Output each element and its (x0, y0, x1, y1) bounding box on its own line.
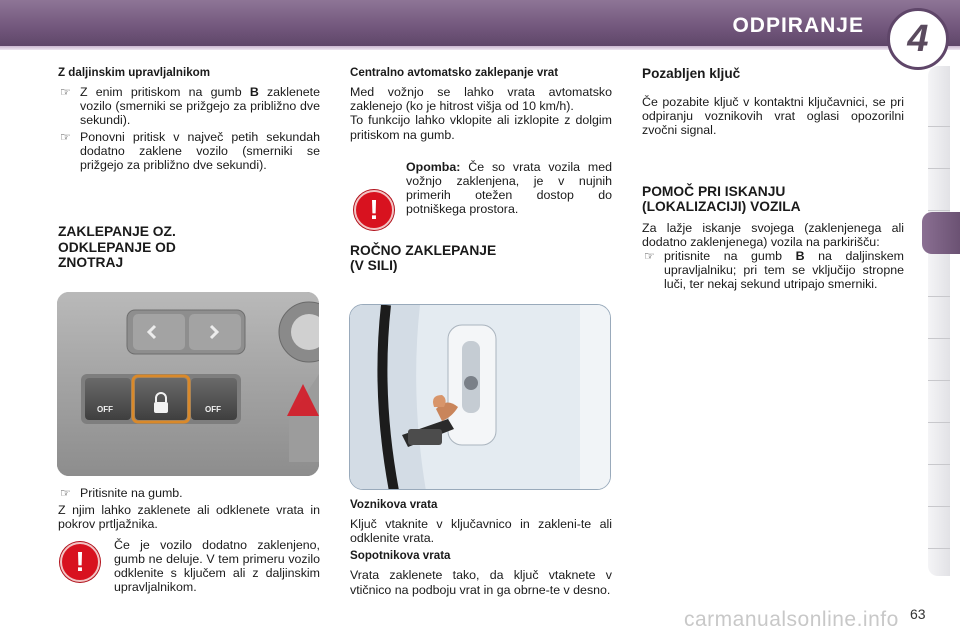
manual-lock-heading (350, 243, 612, 274)
inside-heading-line-2: ODKLEPANJE OD (58, 239, 176, 255)
column-right (642, 66, 904, 292)
side-tab-divider (928, 126, 950, 127)
locate-vehicle-bullet (642, 249, 904, 292)
press-button-text: Pritisnite na gumb. (80, 486, 183, 500)
side-tab-divider (928, 168, 950, 169)
lost-key-text: Če pozabite ključ v kontaktni ključavnici, se pri odpiranju voznikovih vrat oglasi opozorilni zvočni signal. (642, 95, 904, 138)
passenger-door-heading: Sopotnikova vrata (350, 549, 451, 563)
panel-label-left: OFF (97, 405, 113, 414)
side-tab-divider (928, 422, 950, 423)
remote-bullet-1-post: zaklenete vozilo (smerniki se prižgejo za približno dve sekundi). (80, 85, 321, 128)
side-tab-divider (928, 380, 950, 381)
note-warning-icon: ! (354, 190, 394, 230)
side-tab-divider (928, 296, 950, 297)
door-lock-photo (349, 304, 611, 490)
side-tab-divider (928, 464, 950, 465)
hand-pointer-icon: ☞ (644, 249, 655, 264)
panel-label-right: OFF (205, 405, 221, 414)
remote-bullet-1-pre: Z enim pritiskom na gumb (80, 85, 250, 99)
remote-bullet-2-text: Ponovni pritisk v največ petih sekundah dodatno zaklene vozilo (smerniki se prižgejo za približno dve sekundi). (80, 129, 320, 173)
lock-button-panel-photo (57, 292, 319, 476)
watermark: carmanualsonline.info (684, 608, 899, 631)
side-tab-divider (928, 548, 950, 549)
driver-door-heading: Voznikova vrata (350, 498, 438, 511)
passenger-door-text: Vrata zaklenete tako, da ključ vtaknete v vtičnico na podboju vrat in ga obrne-te v desno. (350, 568, 612, 597)
inside-heading (58, 224, 320, 271)
column-middle (350, 66, 612, 274)
manual-lock-heading-line-2: (V SILI) (350, 258, 398, 274)
auto-lock-text-2: To funkcijo lahko vklopite ali izklopite z dolgim pritiskom na gumb. (350, 113, 612, 142)
locate-heading-line-2: (LOKALIZACIJI) VOZILA (642, 199, 801, 215)
locate-vehicle-text: Za lažje iskanje svojega (zaklenjenega ali dodatno zaklenjenega) vozila na parkirišču: (642, 220, 904, 249)
note-text (406, 160, 612, 217)
locate-bullet-bold: B (795, 249, 805, 264)
chapter-number: 4 (907, 17, 929, 60)
dashboard-illustration (57, 292, 319, 476)
door-illustration (350, 305, 611, 490)
warning-text: Če je vozilo dodatno zaklenjeno, gumb ne deluje. V tem primeru vozilo odklenite s ključem ali z daljinskim upravljalnikom. (114, 537, 320, 595)
active-chapter-tab (922, 212, 960, 254)
chapter-side-tabs (928, 66, 950, 576)
chapter-badge (887, 8, 949, 70)
lost-key-heading: Pozabljen ključ (642, 66, 741, 81)
locate-bullet-pre: pritisnite na gumb (664, 249, 796, 264)
page-number: 63 (910, 606, 926, 622)
note-body: Če so vrata vozila med vožnjo zaklenjena, je v nujnih primerih otežen dostop do potniškega prostora. (406, 159, 612, 217)
hand-pointer-icon: ☞ (60, 129, 71, 144)
press-button-bullet (58, 486, 320, 500)
remote-heading: Z daljinskim upravljalnikom (58, 66, 211, 79)
hand-pointer-icon: ☞ (60, 85, 71, 99)
column-middle-lower (350, 498, 612, 597)
driver-door-text: Ključ vtaknite v ključavnico in zakleni-te ali odklenite vrata. (350, 517, 612, 546)
locate-heading-line-1: POMOČ PRI ISKANJU (642, 183, 786, 199)
manual-lock-heading-line-1: ROČNO ZAKLEPANJE (350, 242, 497, 258)
remote-bullet-1-bold: B (249, 85, 259, 99)
header-strip (0, 46, 960, 50)
locate-bullet-post: na daljinskem upravljalniku; pri tem se vključijo stropne luči, ter nekaj sekund utripajo smerniki. (664, 249, 905, 292)
note-label: Opomba: (406, 159, 461, 174)
unlock-text: Z njim lahko zaklenete ali odklenete vrata in pokrov prtljažnika. (58, 503, 320, 532)
column-left (58, 66, 320, 271)
auto-lock-text: Med vožnjo se lahko vrata avtomatsko zaklenejo (ko je hitrost višja od 10 km/h). (350, 85, 612, 114)
side-tab-divider (928, 338, 950, 339)
column-left-lower (58, 486, 320, 594)
hand-pointer-icon: ☞ (60, 486, 71, 500)
side-tab-divider (928, 506, 950, 507)
page-title: ODPIRANJE (732, 14, 864, 37)
side-tab-divider (928, 210, 950, 211)
locate-vehicle-heading (642, 184, 904, 215)
remote-bullet-2 (58, 130, 320, 173)
inside-heading-line-3: ZNOTRAJ (58, 255, 124, 271)
remote-bullet-1 (58, 85, 320, 128)
auto-lock-heading: Centralno avtomatsko zaklepanje vrat (350, 66, 559, 79)
warning-icon: ! (60, 542, 100, 582)
inside-heading-line-1: ZAKLEPANJE OZ. (58, 224, 176, 240)
